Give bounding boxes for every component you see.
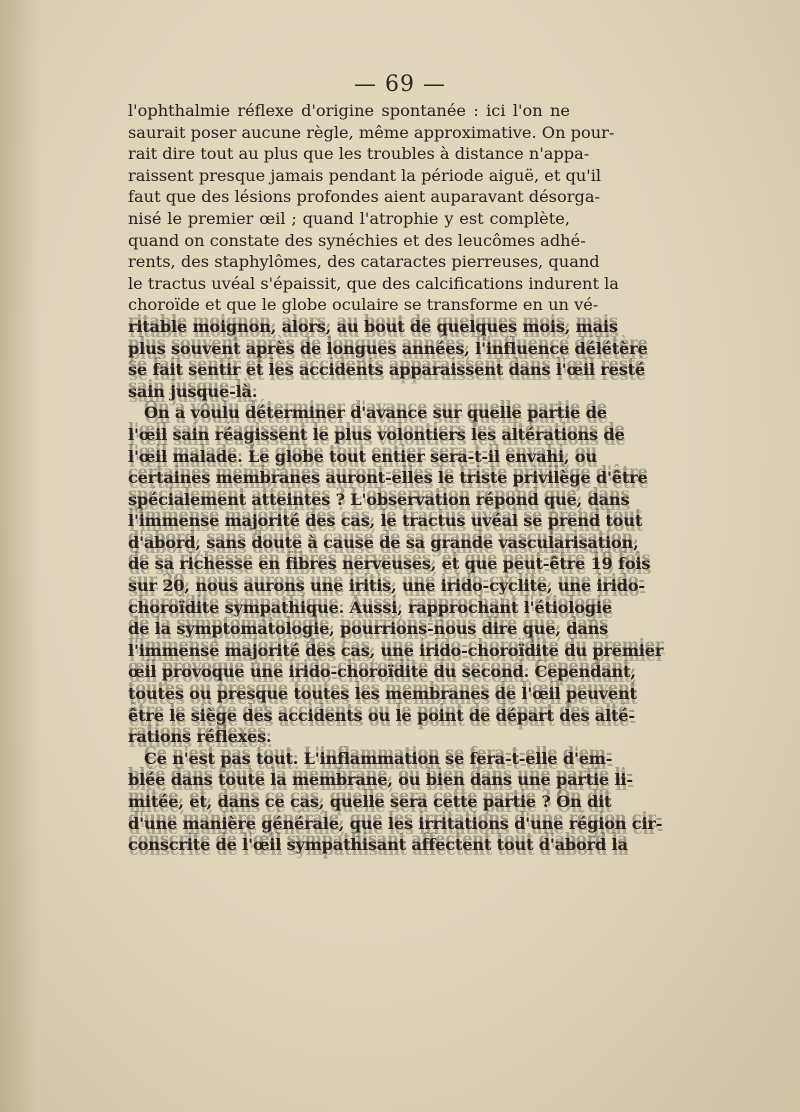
text-line: faut que des lésions profondes aient auparavant désorga- [128, 187, 600, 207]
text-line: l'ophthalmie réflexe d'origine spontanée : ici l'on ne [128, 101, 570, 120]
text-line: rations réflexes. [128, 727, 272, 747]
text-line: Ce n'est pas tout. L'inflammation se fera-t-elle d'em- [144, 748, 613, 768]
text-line: plus souvent après de longues années, l'influence délétère [128, 338, 648, 358]
body-text [128, 100, 664, 856]
text-line: l'immense majorité des cas, le tractus uvéal se prend tout [128, 511, 643, 531]
text-line: sain jusque-là. [128, 381, 258, 401]
text-line: l'œil sain réagissent le plus volontiers les altérations de [128, 424, 625, 444]
text-line: être le siège des accidents ou le point de départ des alté- [128, 705, 635, 725]
text-line: spécialement atteintes ? L'observation répond que, dans [128, 489, 630, 509]
text-line: On a voulu déterminer d'avance sur quelle partie de [144, 403, 607, 423]
page-number: — 69 — [354, 72, 446, 97]
text-line: rents, des staphylômes, des cataractes pierreuses, quand [128, 252, 600, 272]
text-line: choroïde et que le globe oculaire se transforme en un vé- [128, 295, 599, 315]
text-line: œil provoque une irido-choroïdite du second. Cependant, [128, 662, 636, 682]
text-line: sur 20, nous aurons une iritis, une irido-cyclite, une irido- [128, 576, 645, 596]
text-line: d'abord, sans doute à cause de sa grande vascularisation, [128, 532, 639, 552]
text-line: saurait poser aucune règle, même approximative. On pour- [128, 122, 615, 142]
text-line: toutes ou presque toutes les membranes de l'œil peuvent [128, 684, 637, 704]
text-line: nisé le premier œil ; quand l'atrophie y est complète, [128, 208, 570, 228]
text-line: quand on constate des synéchies et des leucômes adhé- [128, 230, 586, 250]
text-line: raissent presque jamais pendant la période aiguë, et qu'il [128, 165, 602, 185]
text-line: de la symptomatologie, pourrions-nous dire que, dans [128, 619, 609, 639]
page-edge-stain [0, 0, 40, 1112]
text-line: blée dans toute la membrane, ou bien dans une partie li- [128, 770, 633, 790]
text-line: l'œil malade. Le globe tout entier sera-t-il envahi, ou [128, 446, 597, 466]
text-line: l'immense majorité des cas, une irido-choroïdite du premier [128, 640, 664, 660]
text-line: conscrite de l'œil sympathisant affectent tout d'abord la [128, 835, 628, 855]
text-line: certaines membranes auront-elles le triste privilège d'être [128, 468, 648, 488]
text-line: ritable moignon, alors, au bout de quelques mois, mais [128, 316, 618, 336]
text-line: le tractus uvéal s'épaissit, que des calcifications indurent la [128, 273, 619, 293]
text-line: mitée, et, dans ce cas, quelle sera cette partie ? On dit [128, 792, 612, 811]
text-line: de sa richesse en fibres nerveuses, et que peut-être 19 fois [128, 554, 651, 574]
text-line: rait dire tout au plus que les troubles à distance n'appa- [128, 144, 590, 164]
text-line: choroïdite sympathique. Aussi, rapprochant l'étiologie [128, 597, 612, 617]
text-line: se fait sentir et les accidents apparaissent dans l'œil resté [128, 360, 646, 380]
text-line: d'une manière générale, que les irritations d'une région cir- [128, 813, 663, 833]
